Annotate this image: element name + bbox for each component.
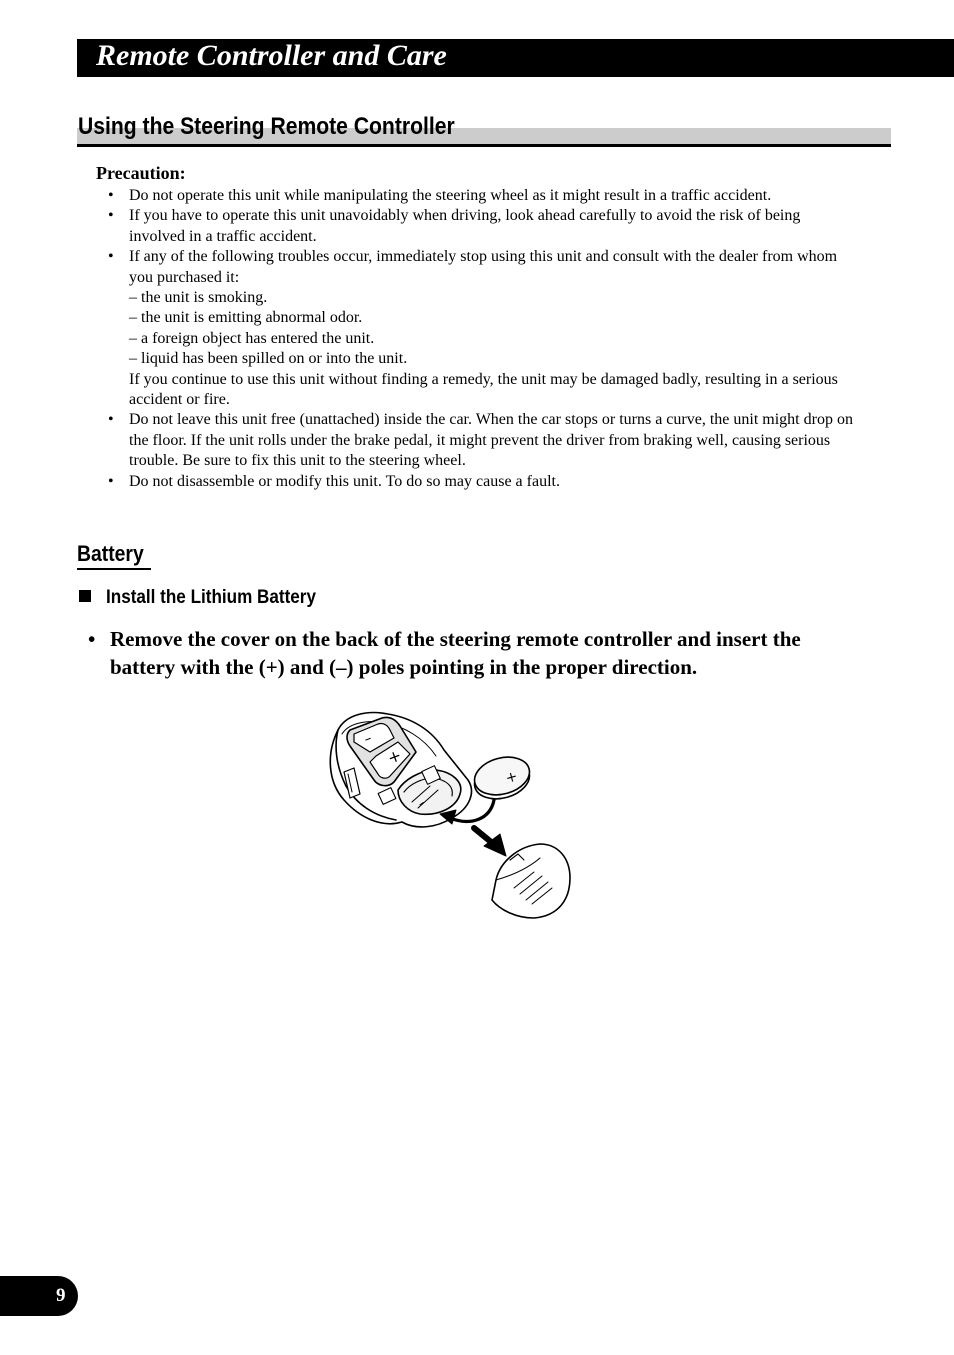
precaution-item-warning: If you continue to use this unit without finding a remedy, the unit may be damaged badly, resulting in a serious accident or fire. <box>129 370 838 409</box>
precaution-item <box>107 206 857 247</box>
precaution-item-text: If any of the following troubles occur, immediately stop using this unit and consult with the dealer from whom you purchased it: <box>129 248 838 286</box>
battery-heading <box>77 541 153 567</box>
precaution-label: Precaution: <box>96 163 186 183</box>
chapter-title: Remote Controller and Care <box>96 39 447 72</box>
minus-button-mark: – <box>361 730 374 748</box>
section-heading-rule <box>77 144 891 147</box>
precaution-item-text: Do not leave this unit free (unattached) inside the car. When the car stops or turns a curve, the unit might drop on the floor. If the unit rolls under the brake pedal, it might prevent the driver from braking well, causing serious trouble. Be sure to fix this unit to the steering wheel. <box>129 411 853 470</box>
slot-minus-mark: – <box>414 795 428 811</box>
precaution-item-text: If you have to operate this unit unavoidably when driving, look ahead carefully to avoid the risk of being involved in a traffic accident. <box>129 207 801 245</box>
instruction-bullet-icon: • <box>88 627 96 651</box>
plus-button-mark: + <box>384 745 404 768</box>
trouble-odor: – the unit is emitting abnormal odor. <box>129 309 363 327</box>
instruction-text: Remove the cover on the back of the steering remote controller and insert the battery with the (+) and (–) poles pointing in the proper direction. <box>110 627 801 679</box>
section-heading <box>77 113 891 147</box>
battery-heading-underline <box>77 568 151 570</box>
trouble-smoking: – the unit is smoking. <box>129 289 268 307</box>
battery-title: Battery <box>77 541 144 566</box>
install-battery-title: Install the Lithium Battery <box>106 587 316 608</box>
page-number-tab <box>0 1276 78 1316</box>
precaution-item <box>107 410 857 471</box>
precaution-item <box>107 247 857 410</box>
battery-install-illustration <box>320 704 580 924</box>
precaution-item-text: Do not operate this unit while manipulating the steering wheel as it might result in a traffic accident. <box>129 187 772 204</box>
trouble-foreign-object: – a foreign object has entered the unit. <box>129 329 375 347</box>
trouble-liquid: – liquid has been spilled on or into the unit. <box>129 350 408 368</box>
battery-instruction <box>88 625 848 681</box>
page-number: 9 <box>56 1285 66 1306</box>
chapter-title-bar <box>77 39 954 77</box>
precaution-item <box>107 472 857 492</box>
section-title: Using the Steering Remote Controller <box>78 113 455 140</box>
precaution-item-text: Do not disassemble or modify this unit. To do so may cause a fault. <box>129 472 560 490</box>
install-battery-heading <box>79 586 339 610</box>
square-bullet-icon <box>79 590 91 602</box>
precaution-item <box>107 186 857 206</box>
precaution-list <box>107 186 857 492</box>
battery-plus-mark: + <box>503 768 520 787</box>
